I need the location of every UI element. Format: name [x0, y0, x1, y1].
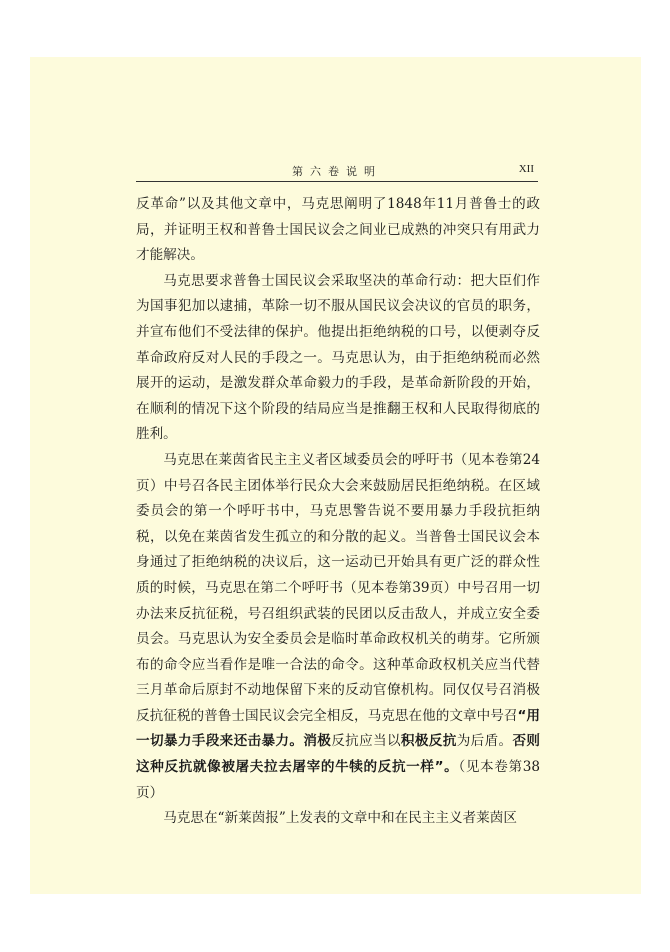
page-number: XII	[518, 163, 534, 175]
header-title: 第六卷说明	[292, 165, 382, 178]
emphasis-text: 积极反抗	[400, 733, 457, 750]
paragraph-text: 马克思在莱茵省民主主义者区域委员会的呼吁书（见本卷第24页）中号召各民主团体举行民众大会来鼓励居民拒绝纳税。在区域委员会的第一个呼吁书中，马克思警告说不要用暴力手段抗拒纳税，以免在莱茵省发生孤立的和分散的起义。当普鲁士国民议会本身通过了拒绝纳税的决议后，这一运动已开始具有更广泛的群众性质的时候，马克思在第二个呼吁书（见本卷第39页）中号召用一切办法来反抗征税，号召组织武装的民团以反击敌人，并成立安全委员会。马克思认为安全委员会是临时革命政权机关的萌芽。它所颁布的命令应当看作是唯一合法的命令。这种革命政权机关应当代替三月革命后原封不动地保留下来的反动官僚机构。同仅仅号召消极反抗征税的普鲁士国民议会完全相反，马克思在他的文章中号召	[136, 451, 540, 724]
paragraph: 马克思在“新莱茵报”上发表的文章中和在民主主义者莱茵区	[163, 810, 517, 827]
paragraph-text: （见本卷第38页）	[136, 759, 541, 801]
emphasis-text: 否则这种反抗就像被屠夫拉去屠宰的牛犊的反抗一样”。	[136, 733, 541, 776]
emphasis-text: “用一切暴力手段来还击暴力。消极	[136, 707, 540, 750]
paragraph: 反革命”以及其他文章中，马克思阐明了1848年11月普鲁士的政局，并证明王权和普鲁士国民议会之间业已成熟的冲突只有用武力才能解决。	[136, 196, 540, 264]
body-text	[136, 192, 540, 832]
paragraph-text: 为后盾。	[456, 733, 513, 750]
paragraph	[136, 448, 540, 806]
running-header	[136, 163, 538, 182]
paragraph: 马克思要求普鲁士国民议会采取坚决的革命行动：把大臣们作为国事犯加以逮捕，革除一切不服从国民议会决议的官员的职务，并宣布他们不受法律的保护。他提出拒绝纳税的口号，以便剥夺反革命政府反对人民的手段之一。马克思认为，由于拒绝纳税而必然展开的运动，是激发群众革命毅力的手段，是革命新阶段的开始，在顺利的情况下这个阶段的结局应当是推翻王权和人民取得彻底的胜利。	[136, 272, 540, 443]
paragraph-text: 反抗应当以	[331, 733, 401, 750]
